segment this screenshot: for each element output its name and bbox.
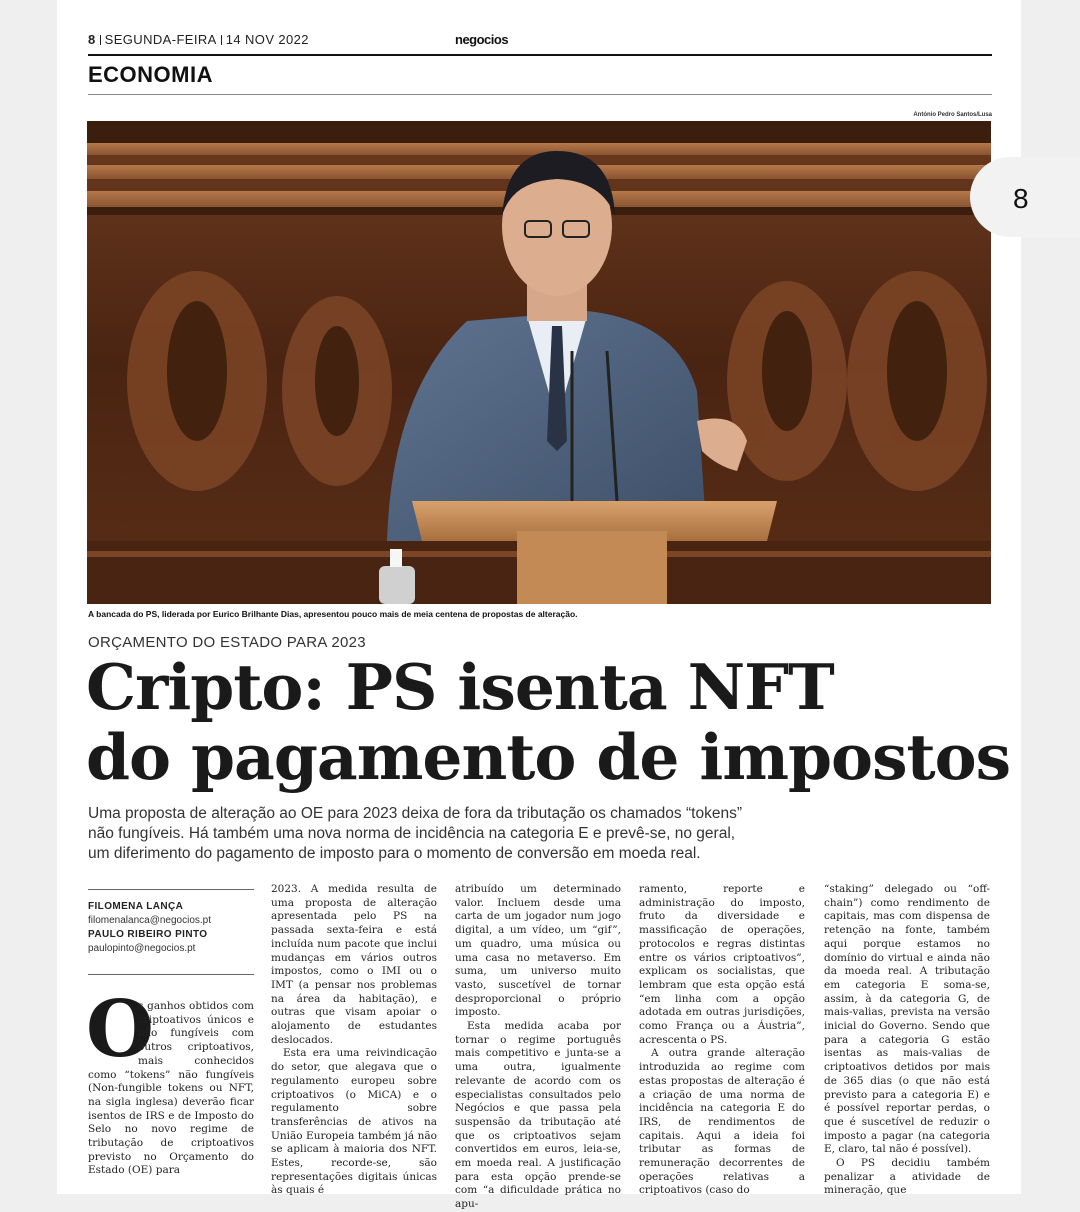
photo-credit: António Pedro Santos/Lusa bbox=[913, 112, 992, 118]
photo-caption: A bancada do PS, liderada por Eurico Brilhante Dias, apresentou pouco mais de meia centena de propostas de alteração. bbox=[88, 609, 578, 619]
paragraph: “staking” delegado ou “off-chain”) como rendimento de capitais, mas com dispensa de retenção na fonte, também aqui porque estamos no domínio do virtual e ainda não da moeda real. A tributação em categoria E soma-se, assim, à da categoria G, de mais-valias, prevista na versão inicial do Governo. Sendo que para a categoria G estão isentas as mais-valias de criptoativos detidos por mais de 365 dias (o que não está previsto para a categoria E) e é possível reportar perdas, o que é suscetível de reduzir o imposto a pagar (na categoria E, claro, tal não é possível). bbox=[824, 883, 990, 1156]
byline-divider bbox=[88, 974, 254, 975]
section-title: ECONOMIA bbox=[88, 62, 213, 87]
author-name: FILOMENA LANÇA bbox=[88, 901, 184, 912]
paragraph: Esta medida acaba por tornar o regime português mais competitivo e junta-se a uma outra, igualmente relevante de acordo com os especialistas consultados pelo Negócios e que passa pela suspensão da tributação até que os criptoativos sejam convertidos em euros, leia-se, em moeda real. A justificação para esta opção prende-se com “a dificuldade prática no apu- bbox=[455, 1020, 621, 1211]
article-column-1 bbox=[86, 984, 254, 1177]
paragraph: ramento, reporte e administração do imposto, fruto da diversidade e massificação de operações, protocolos e regras distintas entre os vários criptoativos”, explicam os socialistas, que lembram que esta opção está “em linha com a opção adotada em outras jurisdições, como França ou a Áustria”, acrescenta o PS. bbox=[639, 883, 805, 1046]
article-photo bbox=[87, 121, 991, 604]
paragraph: Esta era uma reivindicação do setor, que alegava que o regulamento europeu sobre criptoativos (o MiCA) e o regulamento sobre transferências de ativos na União Europeia também já não se aplicam à maioria dos NFT. Estes, recorde-se, são representações digitais únicas às quais é bbox=[271, 1047, 437, 1197]
weekday: SEGUNDA-FEIRA bbox=[104, 32, 217, 47]
page-indicator-badge[interactable] bbox=[970, 157, 1080, 237]
author-email[interactable]: paulopinto@negocios.pt bbox=[88, 943, 196, 954]
lede-line-1: Uma proposta de alteração ao OE para 2023 deixa de fora da tributação os chamados “tokens” bbox=[88, 805, 742, 822]
article-column-2 bbox=[271, 883, 437, 1197]
byline bbox=[88, 889, 254, 956]
header-info bbox=[88, 32, 309, 47]
drop-cap: O bbox=[86, 984, 154, 1075]
article-column-3 bbox=[455, 883, 621, 1211]
article-headline bbox=[86, 650, 1011, 794]
section-divider bbox=[88, 94, 992, 95]
paragraph: atribuído um determinado valor. Incluem desde uma carta de um jogador num jogo digital, a um vídeo, um “gif”, um quadro, uma música ou uma casa no metaverso. Em suma, um universo muito vasto, suscetível de tornar desproporcional o próprio imposto. bbox=[455, 883, 621, 1019]
headline-line-2: do pagamento de impostos bbox=[86, 720, 1011, 794]
headline-line-1: Cripto: PS isenta NFT bbox=[86, 650, 834, 724]
article-lede bbox=[88, 804, 888, 864]
lede-line-2: não fungíveis. Há também uma nova norma de incidência na categoria E e prevê-se, no geral, bbox=[88, 825, 736, 842]
article-column-5 bbox=[824, 883, 990, 1197]
author-email[interactable]: filomenalanca@negocios.pt bbox=[88, 915, 212, 926]
page-header bbox=[88, 30, 992, 56]
lede-line-3: um diferimento do pagamento de imposto para o momento de conversão em moeda real. bbox=[88, 845, 701, 862]
paragraph: 2023. A medida resulta de uma proposta de alteração apresentada pelo PS na passada sexta-feira e está incluída num pacote que inclui mudanças em vários outros impostos, como o IMI ou o IMT (a pensar nos problemas na área da habitação), e outras que visam apoiar o alojamento de estudantes deslocados. bbox=[271, 883, 437, 1046]
newspaper-page bbox=[57, 0, 1021, 1211]
page-indicator-number: 8 bbox=[1013, 183, 1029, 214]
article-kicker: ORÇAMENTO DO ESTADO PARA 2023 bbox=[88, 634, 366, 651]
paragraph: A outra grande alteração introduzida ao regime com estas propostas de alteração é a criação de uma norma de incidência na categoria E do IRS, de rendimentos de capitais. Aqui a ideia foi tributar as formas de remuneração decorrentes de operações relativas a criptoativos (caso do bbox=[639, 1047, 805, 1197]
brand-logo: negocios bbox=[455, 32, 509, 47]
issue-date: 14 NOV 2022 bbox=[225, 32, 309, 47]
article-column-4 bbox=[639, 883, 805, 1197]
paragraph: O PS decidiu também penalizar a atividade de mineração, que bbox=[824, 1157, 990, 1197]
paragraph: s ganhos obtidos com criptoativos únicos e não fungíveis com outros criptoativos, mais conhecidos como “tokens” não fungíveis (Non-fungible tokens ou NFT, na sigla inglesa) deverão ficar isentos de IRS e de Imposto do Selo no novo regime de tributação de criptoativos previsto no Orçamento do Estado (OE) para bbox=[88, 1000, 254, 1177]
page-number: 8 bbox=[88, 32, 96, 47]
author-name: PAULO RIBEIRO PINTO bbox=[88, 929, 208, 940]
